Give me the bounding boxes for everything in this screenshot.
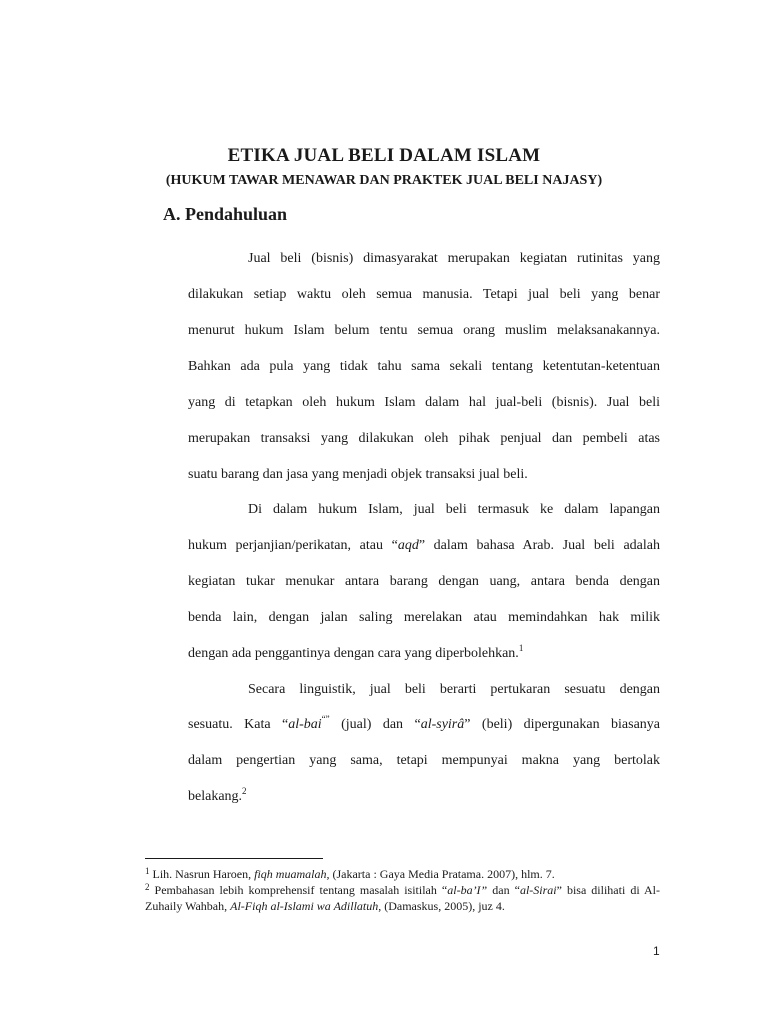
italic-term-aqd: aqd — [397, 538, 419, 553]
italic-term-al-syira: al-syirâ — [420, 717, 465, 732]
paragraph-1-line-1: Jual beli (bisnis) dimasyarakat merupakan kegiatan rutinitas yang — [248, 251, 660, 266]
quote-mark: “” — [321, 714, 330, 724]
paragraph-3-line-3: dalam pengertian yang sama, tetapi mempunyai makna yang bertolak — [188, 753, 660, 768]
footnote-1 — [145, 866, 555, 883]
paragraph-2-line-2 — [188, 537, 660, 555]
paragraph-2-line-5 — [188, 645, 660, 663]
text-segment: dan “ — [487, 883, 520, 897]
footnote-ref-2[interactable]: 2 — [242, 786, 247, 796]
paragraph-3-line-4 — [188, 788, 660, 806]
paragraph-1-line-4: Bahkan ada pula yang tidak tahu sama sekali tentang ketentutan-ketentuan — [188, 359, 660, 374]
paragraph-1-line-2: dilakukan setiap waktu oleh semua manusia. Tetapi jual beli yang benar — [188, 287, 660, 302]
text-segment: ” (beli) dipergunakan biasanya — [464, 717, 660, 732]
footnote-number: 1 — [145, 866, 150, 876]
text-segment: (jual) dan “ — [329, 717, 421, 732]
italic-book-title: fiqh muamalah, — [254, 867, 330, 881]
document-title: ETIKA JUAL BELI DALAM ISLAM — [227, 145, 541, 166]
section-heading: A. Pendahuluan — [163, 204, 288, 224]
footnote-ref-1[interactable]: 1 — [518, 643, 524, 653]
footnote-2-line-1 — [145, 882, 660, 899]
footnote-divider — [145, 858, 323, 859]
paragraph-1-line-3: menurut hukum Islam belum tentu semua orang muslim melaksanakannya. — [188, 323, 660, 338]
footnote-number: 2 — [145, 882, 150, 892]
text-segment: Pembahasan lebih komprehensif tentang masalah isitilah “ — [149, 883, 448, 897]
paragraph-2-line-4: benda lain, dengan jalan saling merelakan atau memindahkan hak milik — [188, 610, 660, 625]
page-number: 1 — [653, 944, 660, 958]
italic-term: al-ba’I” — [447, 883, 488, 897]
text-segment: Lih. Nasrun Haroen, — [149, 867, 255, 881]
document-subtitle: (HUKUM TAWAR MENAWAR DAN PRAKTEK JUAL BELI NAJASY) — [165, 173, 603, 188]
text-segment: , (Damaskus, 2005), juz 4. — [378, 899, 505, 913]
text-segment: dengan ada penggantinya dengan cara yang diperbolehkan. — [188, 646, 519, 661]
text-segment: Zuhaily Wahbah, — [145, 899, 231, 913]
text-segment: belakang. — [188, 789, 243, 804]
paragraph-3-line-1: Secara linguistik, jual beli berarti pertukaran sesuatu dengan — [248, 682, 660, 697]
italic-term-al-bai: al-bai — [288, 717, 322, 732]
text-segment: ” bisa dilihati di Al- — [556, 883, 661, 897]
text-segment: sesuatu. Kata “ — [188, 717, 289, 732]
italic-book-title: Al-Fiqh al-Islami wa Adillatuh — [230, 899, 379, 913]
paragraph-3-line-2 — [188, 716, 660, 734]
footnote-2-line-2 — [145, 898, 505, 914]
text-segment: ” dalam bahasa Arab. Jual beli adalah — [418, 538, 660, 553]
paragraph-1-line-7: suatu barang dan jasa yang menjadi objek transaksi jual beli. — [188, 467, 528, 482]
text-segment: (Jakarta : Gaya Media Pratama. 2007), hlm. 7. — [329, 867, 555, 881]
text-segment: hukum perjanjian/perikatan, atau “ — [188, 538, 398, 553]
paragraph-2-line-3: kegiatan tukar menukar antara barang dengan uang, antara benda dengan — [188, 574, 660, 589]
paragraph-1-line-6: merupakan transaksi yang dilakukan oleh pihak penjual dan pembeli atas — [188, 431, 660, 446]
paragraph-1-line-5: yang di tetapkan oleh hukum Islam dalam hal jual-beli (bisnis). Jual beli — [188, 395, 660, 410]
italic-term: al-Sirai — [519, 883, 557, 897]
paragraph-2-line-1: Di dalam hukum Islam, jual beli termasuk ke dalam lapangan — [248, 502, 660, 517]
